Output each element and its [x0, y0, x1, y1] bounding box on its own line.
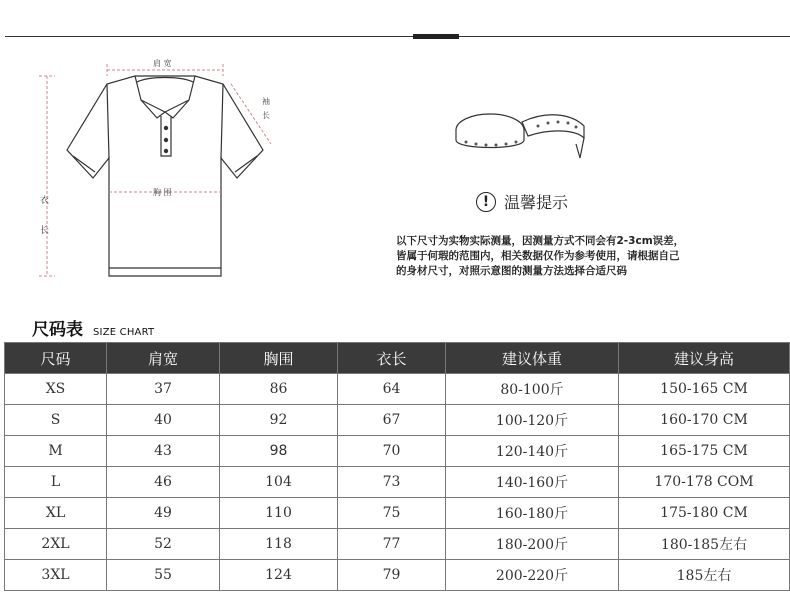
- cell-chest: 86: [220, 374, 338, 405]
- tape-measure-icon: [452, 100, 592, 162]
- sleeve-label-char-2: 长: [262, 111, 270, 120]
- shirt-measurement-diagram: [25, 40, 295, 290]
- cell-shoulder: 46: [107, 467, 220, 498]
- table-header-row: [5, 343, 790, 374]
- table-row: [5, 374, 790, 405]
- cell-length: 67: [338, 405, 446, 436]
- header-size: 尺码: [5, 343, 107, 374]
- cell-shoulder: 55: [107, 560, 220, 591]
- header-shoulder: 肩宽: [107, 343, 220, 374]
- cell-shoulder: 43: [107, 436, 220, 467]
- table-row: [5, 498, 790, 529]
- cell-height: 165-175 CM: [619, 436, 790, 467]
- cell-height: 175-180 CM: [619, 498, 790, 529]
- length-label-char-2: 长: [40, 226, 50, 236]
- header-chest: 胸围: [220, 343, 338, 374]
- cell-chest: 110: [220, 498, 338, 529]
- exclamation-icon: !: [476, 192, 496, 212]
- table-row: [5, 560, 790, 591]
- size-chart-table: [4, 342, 790, 591]
- tip-line-1: 以下尺寸为实物实际测量，因测量方式不同会有2-3cm误差，: [396, 235, 685, 247]
- top-divider-accent: [413, 34, 459, 39]
- cell-weight: 120-140斤: [446, 436, 619, 467]
- cell-length: 75: [338, 498, 446, 529]
- table-row: [5, 405, 790, 436]
- cell-chest: 124: [220, 560, 338, 591]
- header-height: 建议身高: [619, 343, 790, 374]
- cell-size: XL: [5, 498, 107, 529]
- cell-chest: 104: [220, 467, 338, 498]
- size-chart-heading: [32, 315, 154, 340]
- cell-weight: 100-120斤: [446, 405, 619, 436]
- table-row: [5, 436, 790, 467]
- body-length-label: [40, 186, 49, 246]
- tip-body: [396, 234, 706, 279]
- cell-height: 180-185左右: [619, 529, 790, 560]
- cell-chest: 92: [220, 405, 338, 436]
- cell-chest: 118: [220, 529, 338, 560]
- shoulder-width-label: 肩 宽: [153, 59, 172, 68]
- cell-size: 3XL: [5, 560, 107, 591]
- cell-size: M: [5, 436, 107, 467]
- tip-line-3: 的身材尺寸，对照示意图的测量方法选择合适尺码: [396, 265, 627, 277]
- cell-weight: 160-180斤: [446, 498, 619, 529]
- sleeve-length-label: [262, 95, 272, 123]
- size-chart-title-en: SIZE CHART: [93, 327, 155, 338]
- cell-chest: 98: [220, 436, 338, 467]
- cell-length: 73: [338, 467, 446, 498]
- cell-weight: 140-160斤: [446, 467, 619, 498]
- cell-length: 64: [338, 374, 446, 405]
- cell-size: 2XL: [5, 529, 107, 560]
- tip-title: 温馨提示: [504, 193, 569, 212]
- chest-label: 胸 围: [153, 188, 172, 197]
- table-row: [5, 467, 790, 498]
- cell-size: L: [5, 467, 107, 498]
- cell-height: 150-165 CM: [619, 374, 790, 405]
- cell-height: 160-170 CM: [619, 405, 790, 436]
- table-row: [5, 529, 790, 560]
- header-weight: 建议体重: [446, 343, 619, 374]
- header-length: 衣长: [338, 343, 446, 374]
- sleeve-label-char-1: 袖: [262, 97, 270, 106]
- cell-weight: 180-200斤: [446, 529, 619, 560]
- cell-weight: 80-100斤: [446, 374, 619, 405]
- length-label-char-1: 衣: [40, 196, 50, 206]
- cell-length: 70: [338, 436, 446, 467]
- tip-heading: [476, 190, 568, 213]
- cell-shoulder: 37: [107, 374, 220, 405]
- cell-shoulder: 40: [107, 405, 220, 436]
- cell-shoulder: 52: [107, 529, 220, 560]
- cell-shoulder: 49: [107, 498, 220, 529]
- top-divider: [5, 36, 790, 37]
- cell-size: XS: [5, 374, 107, 405]
- cell-length: 77: [338, 529, 446, 560]
- cell-length: 79: [338, 560, 446, 591]
- cell-height: 185左右: [619, 560, 790, 591]
- size-chart-title-cn: 尺码表: [32, 320, 83, 340]
- tip-line-2: 皆属于何瑕的范围内，相关数据仅作为参考使用，请根据自己: [396, 250, 680, 262]
- cell-height: 170-178 COM: [619, 467, 790, 498]
- cell-size: S: [5, 405, 107, 436]
- cell-weight: 200-220斤: [446, 560, 619, 591]
